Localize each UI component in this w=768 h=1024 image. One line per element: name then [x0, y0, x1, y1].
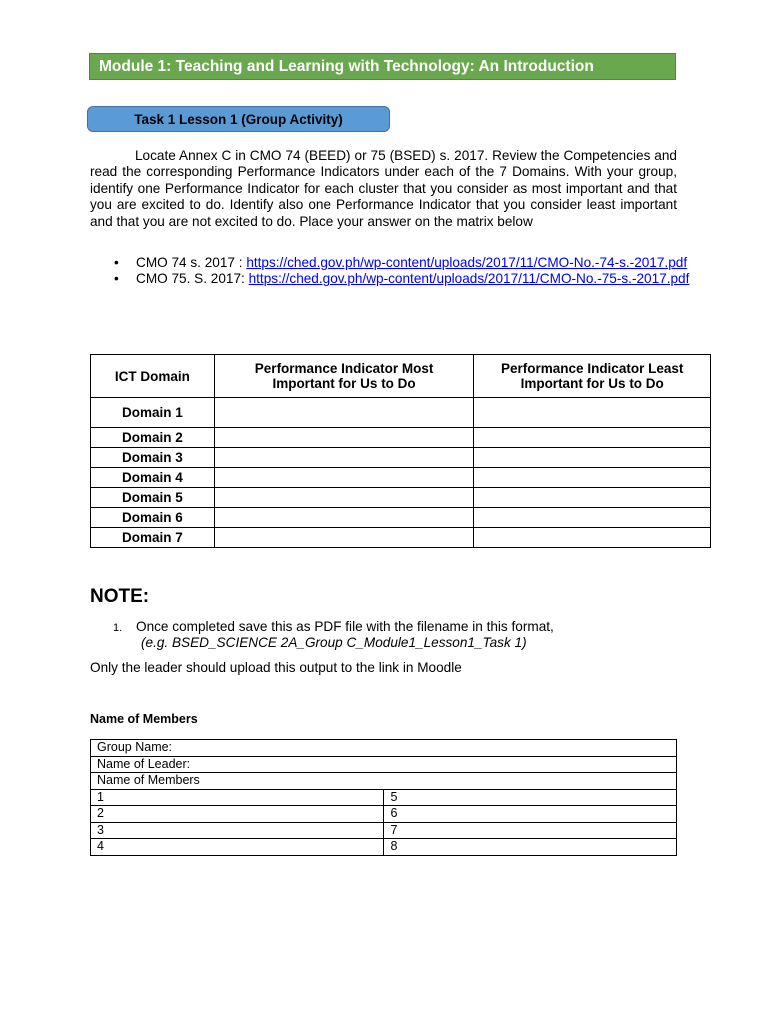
- member-slot[interactable]: 7: [384, 822, 677, 839]
- module-title-banner: [89, 53, 676, 80]
- domain-label: Domain 1: [91, 398, 215, 428]
- note-item-number: 1.: [113, 622, 123, 634]
- table-row: [91, 806, 677, 823]
- table-row: [91, 528, 711, 548]
- domain-label: Domain 4: [91, 468, 215, 488]
- most-important-cell[interactable]: [214, 448, 474, 468]
- table-row: [91, 488, 711, 508]
- most-important-cell[interactable]: [214, 398, 474, 428]
- least-important-cell[interactable]: [474, 468, 711, 488]
- table-row: [91, 789, 677, 806]
- domain-label: Domain 3: [91, 448, 215, 468]
- members-heading: Name of Members: [90, 712, 198, 726]
- table-row: [91, 740, 677, 757]
- table-row: [91, 428, 711, 448]
- table-row: [91, 773, 677, 790]
- most-important-cell[interactable]: [214, 468, 474, 488]
- member-slot[interactable]: 4: [91, 839, 384, 856]
- members-table: [90, 739, 677, 856]
- instructions-paragraph: Locate Annex C in CMO 74 (BEED) or 75 (BSED) s. 2017. Review the Competencies and read the corresponding Performance Indicators under each of the 7 Domains. With your group, identify one Performance Indicator for each cluster that you consider as most important and that you are excited to do. Identify also one Performance Indicator that you consider least important and that you are not excited to do. Place your answer on the matrix below: [90, 148, 677, 229]
- most-important-cell[interactable]: [214, 528, 474, 548]
- table-row: [91, 398, 711, 428]
- member-slot[interactable]: 3: [91, 822, 384, 839]
- domain-label: Domain 6: [91, 508, 215, 528]
- least-important-cell[interactable]: [474, 508, 711, 528]
- matrix-header-least: Performance Indicator Least Important for Us to Do: [474, 355, 711, 398]
- cmo-74-link[interactable]: https://ched.gov.ph/wp-content/uploads/2017/11/CMO-No.-74-s.-2017.pdf: [246, 255, 688, 270]
- member-slot[interactable]: 6: [384, 806, 677, 823]
- reference-link-prefix: CMO 75. S. 2017:: [136, 271, 249, 287]
- most-important-cell[interactable]: [214, 488, 474, 508]
- domain-label: Domain 7: [91, 528, 215, 548]
- least-important-cell[interactable]: [474, 398, 711, 428]
- least-important-cell[interactable]: [474, 448, 711, 468]
- cmo-75-link[interactable]: https://ched.gov.ph/wp-content/uploads/2017/11/CMO-No.-75-s.-2017.pdf: [248, 271, 690, 287]
- table-row: [91, 756, 677, 773]
- least-important-cell[interactable]: [474, 488, 711, 508]
- table-row: [91, 839, 677, 856]
- domain-label: Domain 2: [91, 428, 215, 448]
- most-important-cell[interactable]: [214, 428, 474, 448]
- least-important-cell[interactable]: [474, 528, 711, 548]
- table-row: [91, 508, 711, 528]
- performance-indicator-matrix: [90, 354, 711, 548]
- least-important-cell[interactable]: [474, 428, 711, 448]
- members-label-row: Name of Members: [91, 773, 677, 790]
- note-filename-example: (e.g. BSED_SCIENCE 2A_Group C_Module1_Lesson1_Task 1): [141, 635, 527, 650]
- member-slot[interactable]: 8: [384, 839, 677, 856]
- reference-links-list: [90, 255, 690, 288]
- reference-link-item: [90, 255, 690, 271]
- matrix-header-most: Performance Indicator Most Important for Us to Do: [214, 355, 474, 398]
- group-name-field[interactable]: Group Name:: [91, 740, 677, 757]
- reference-link-prefix: CMO 74 s. 2017 :: [136, 255, 247, 270]
- table-row: [91, 822, 677, 839]
- task-label: Task 1 Lesson 1 (Group Activity): [134, 111, 343, 127]
- module-title: Module 1: Teaching and Learning with Technology: An Introduction: [99, 57, 594, 75]
- member-slot[interactable]: 1: [91, 789, 384, 806]
- task-label-badge: [87, 106, 390, 132]
- reference-link-item: [90, 271, 690, 287]
- upload-instruction: Only the leader should upload this output to the link in Moodle: [90, 660, 462, 675]
- note-item-text: Once completed save this as PDF file with the filename in this format,: [136, 619, 554, 634]
- leader-name-field[interactable]: Name of Leader:: [91, 756, 677, 773]
- member-slot[interactable]: 5: [384, 789, 677, 806]
- member-slot[interactable]: 2: [91, 806, 384, 823]
- domain-label: Domain 5: [91, 488, 215, 508]
- table-row: [91, 448, 711, 468]
- table-row: [91, 468, 711, 488]
- note-heading: NOTE:: [90, 586, 150, 607]
- matrix-header-domain: ICT Domain: [91, 355, 215, 398]
- most-important-cell[interactable]: [214, 508, 474, 528]
- matrix-header-row: [91, 355, 711, 398]
